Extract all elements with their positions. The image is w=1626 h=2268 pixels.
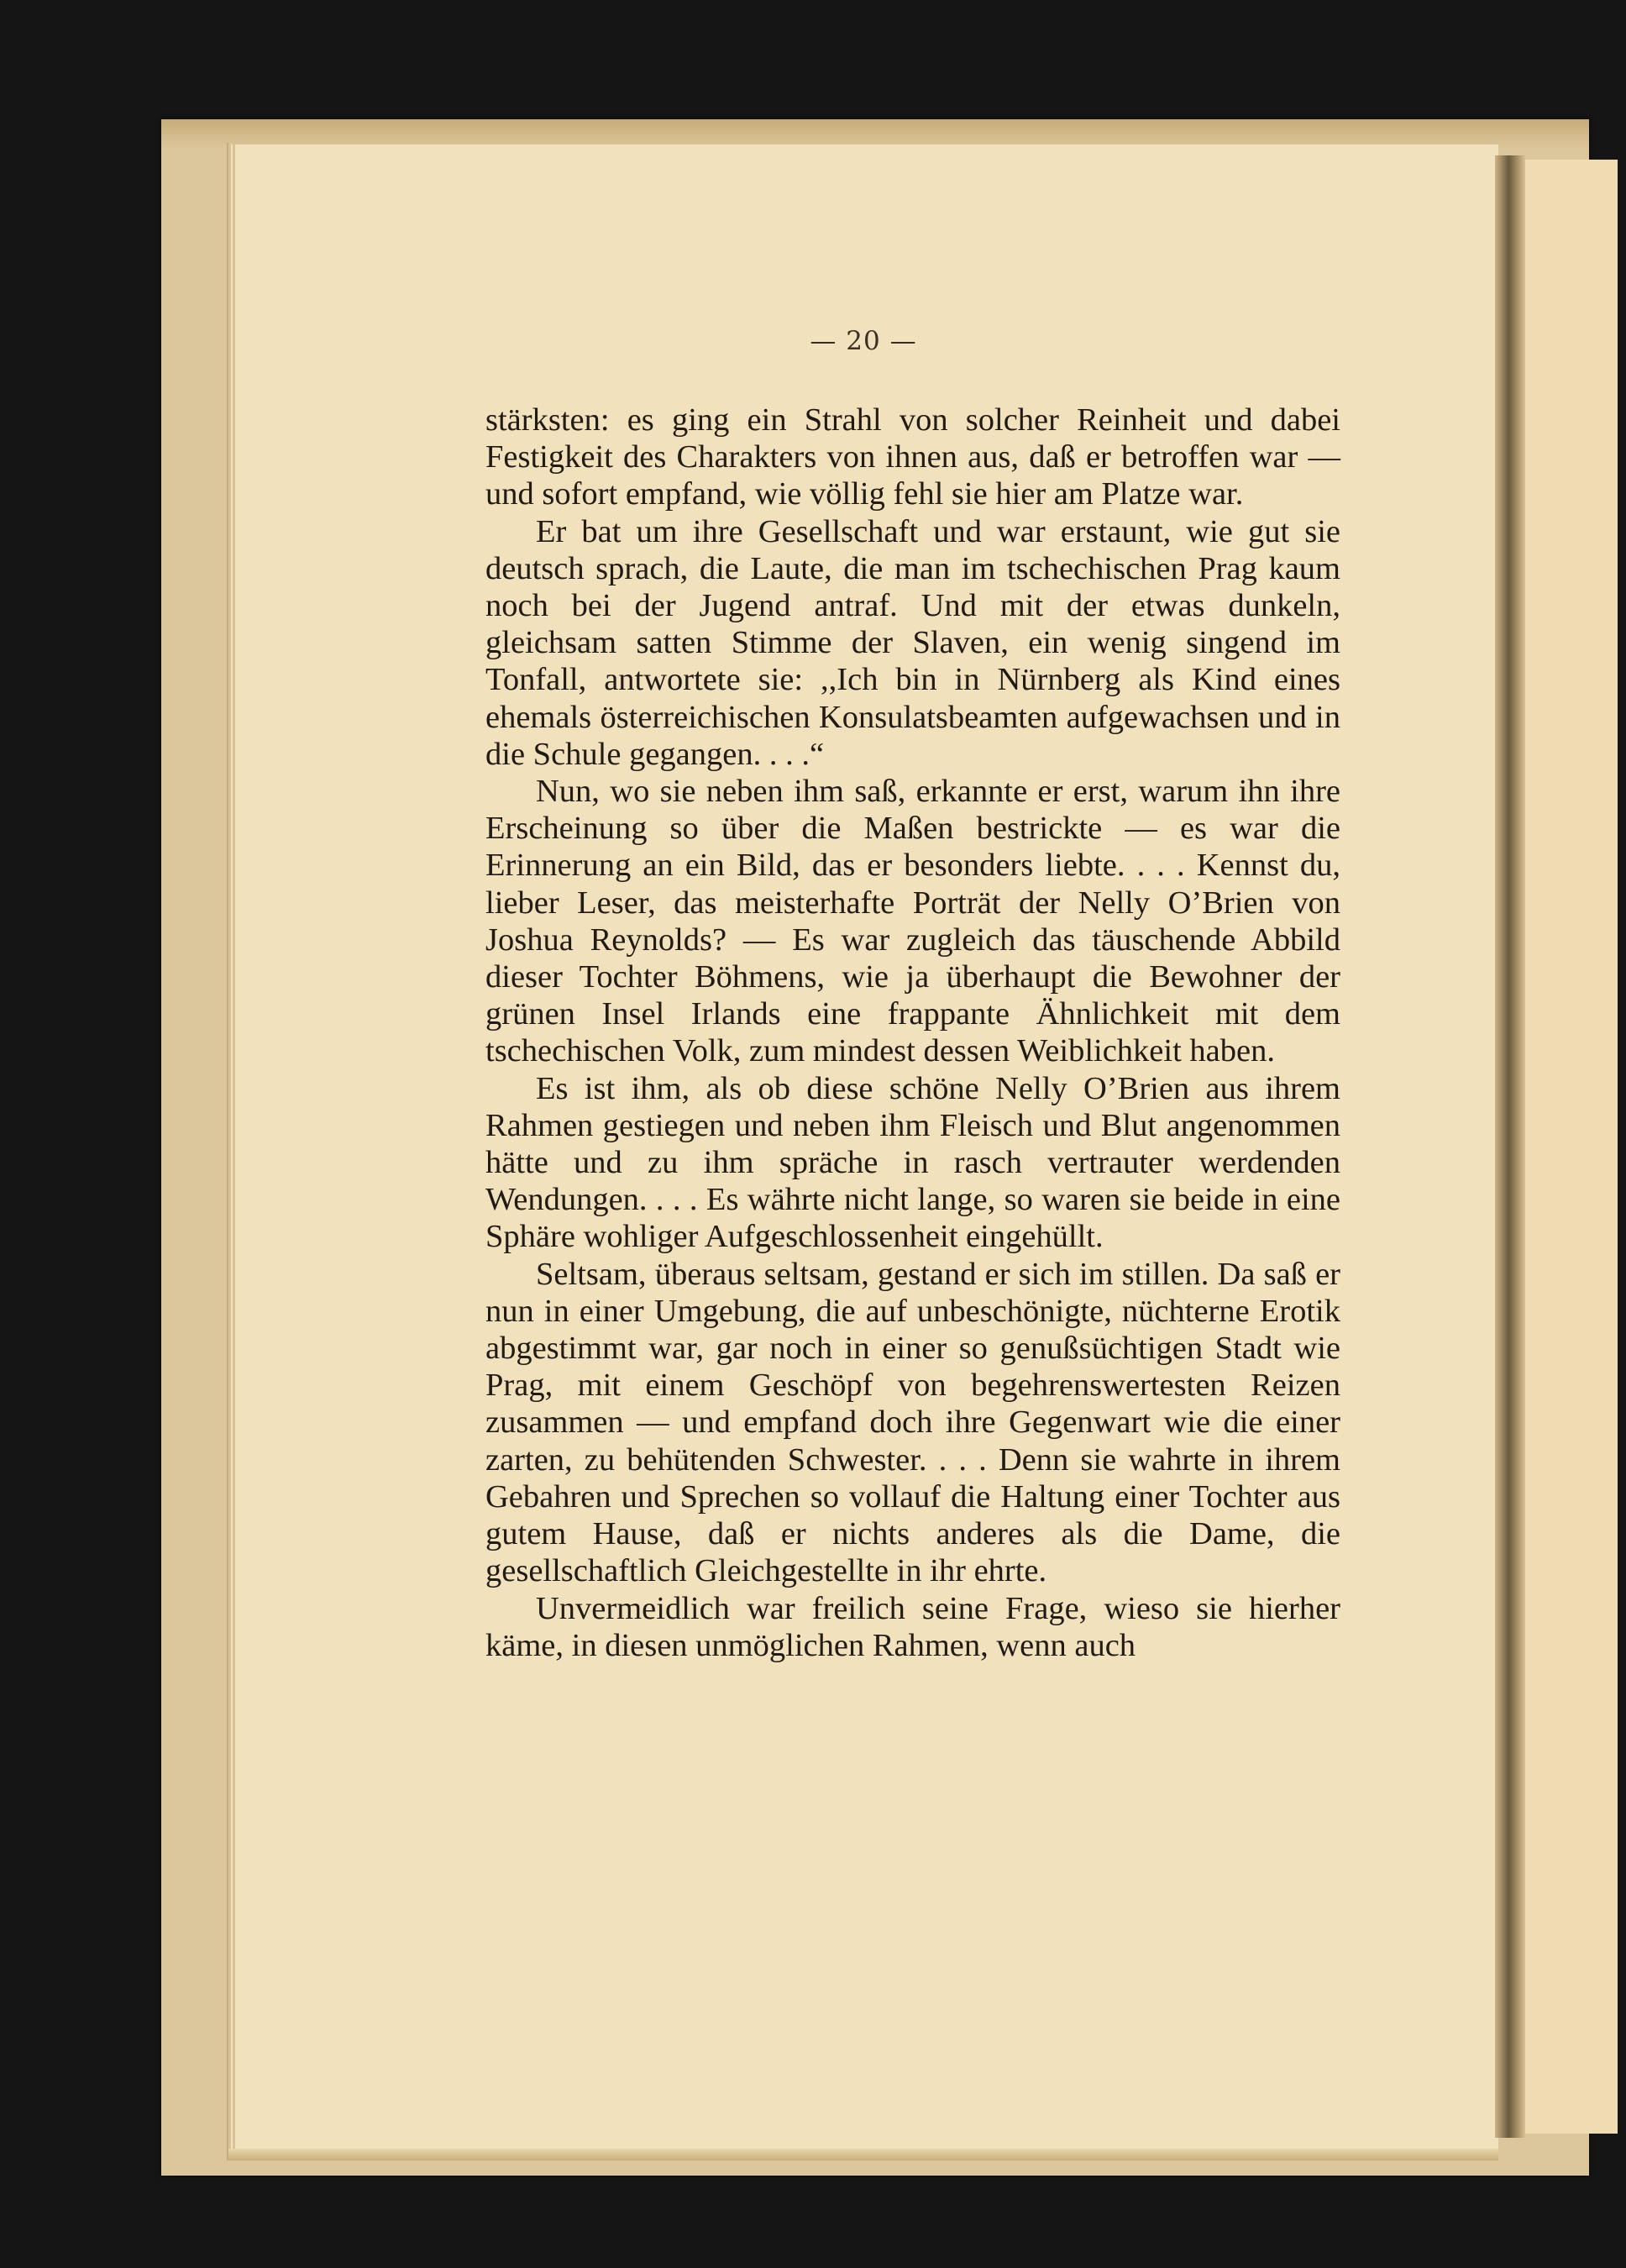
- paragraph: stärksten: es ging ein Strahl von solcher Reinheit und dabei Festigkeit des Charakters von ihnen aus, daß er betroffen war — und sofort empfand, wie völlig fehl sie hier am Platze war.: [485, 402, 1340, 512]
- spine-gutter-shadow: [1495, 155, 1525, 2138]
- paragraph: Es ist ihm, als ob diese schöne Nelly O’Brien aus ihrem Rahmen gestiegen und neben ihm Fleisch und Blut angenommen hätte und zu ihm spräche in rasch vertrauter werdenden Wendungen. . . . Es währte nicht lange, so waren sie beide in eine Sphäre wohliger Aufgeschlossenheit eingehüllt.: [485, 1070, 1340, 1255]
- page-number: — 20 —: [810, 326, 917, 356]
- facing-page-edge: [1524, 160, 1618, 2134]
- page-bottom-edge: [228, 2149, 1498, 2160]
- paragraph: Unvermeidlich war freilich seine Frage, wieso sie hierher käme, in diesen unmöglichen Rahmen, wenn auch: [485, 1590, 1340, 1663]
- paragraph: Nun, wo sie neben ihm saß, erkannte er erst, warum ihn ihre Erscheinung so über die Maßen bestrickte — es war die Erinnerung an ein Bild, das er besonders liebte. . . . Kennst du, lieber Leser, das meisterhafte Porträt der Nelly O’Brien von Joshua Reynolds? — Es war zugleich das täuschende Abbild dieser Tochter Böhmens, wie ja überhaupt die Bewohner der grünen Insel Irlands eine frappante Ähnlichkeit mit dem tschechischen Volk, zum mindest dessen Weiblichkeit haben.: [485, 774, 1340, 1069]
- paragraph: Er bat um ihre Gesellschaft und war erstaunt, wie gut sie deutsch sprach, die Laute, die man im tschechischen Prag kaum noch bei der Jugend antraf. Und mit der etwas dunkeln, gleichsam satten Stimme der Slaven, ein wenig singend im Tonfall, antwortete sie: ,,Ich bin in Nürnberg als Kind eines ehemals österreichischen Konsulatsbeamten aufgewachsen und in die Schule gegangen. . . .“: [485, 513, 1340, 772]
- body-text: [485, 402, 1340, 1664]
- paragraph: Seltsam, überaus seltsam, gestand er sich im stillen. Da saß er nun in einer Umgebung, die auf unbeschönigte, nüchterne Erotik abgestimmt war, gar noch in einer so genußsüchtigen Stadt wie Prag, mit einem Geschöpf von begehrenswertesten Reizen zusammen — und empfand doch ihre Gegenwart wie die einer zarten, zu behütenden Schwester. . . . Denn sie wahrte in ihrem Gebahren und Sprechen so vollauf die Haltung einer Tochter aus gutem Hause, daß er nichts anderes als die Dame, die gesellschaftlich Gleichgestellte in ihr ehrte.: [485, 1256, 1340, 1589]
